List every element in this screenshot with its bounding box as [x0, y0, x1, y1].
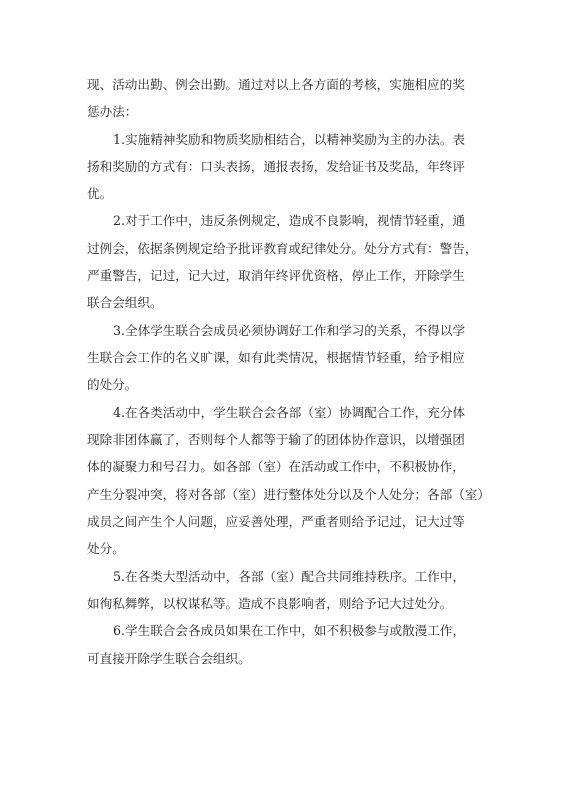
text-line: 2.对于工作中，违反条例规定，造成不良影响，视情节轻重，通	[113, 213, 466, 228]
text-line: 处分。	[87, 541, 125, 556]
text-line: 惩办法：	[87, 104, 138, 119]
text-line: 联合会组织。	[87, 295, 163, 310]
text-line: 的处分。	[87, 377, 138, 392]
text-line: 5.在各类大型活动中，各部（室）配合共同维持秩序。工作中，	[113, 569, 466, 584]
text-line: 1.实施精神奖励和物质奖励相结合，以精神奖励为主的办法。表	[113, 132, 466, 147]
text-line: 扬和奖励的方式有：口头表扬，通报表扬，发给证书及奖品，年终评	[87, 159, 465, 174]
text-line: 过例会，依据条例规定给予批评教育或纪律处分。处分方式有：警告，	[87, 241, 478, 256]
text-line: 生联合会工作的名义旷课，如有此类情况，根据情节轻重，给予相应	[87, 350, 465, 365]
text-line: 6.学生联合会各成员如果在工作中，如不积极参与或散漫工作，	[113, 623, 466, 638]
text-line: 现除非团体赢了，否则每个人都等于输了的团体协作意识，以增强团	[87, 432, 465, 447]
text-line: 严重警告，记过，记大过，取消年终评优资格，停止工作，开除学生	[87, 268, 465, 283]
text-line: 3.全体学生联合会成员必须协调好工作和学习的关系，不得以学	[113, 323, 466, 338]
text-line: 4.在各类活动中，学生联合会各部（室）协调配合工作，充分体	[113, 405, 466, 420]
text-line: 产生分裂冲突，将对各部（室）进行整体处分以及个人处分；各部（室）	[87, 487, 490, 502]
text-line: 体的凝聚力和号召力。如各部（室）在活动或工作中，不积极协作，	[87, 459, 465, 474]
text-line: 现、活动出勤、例会出勤。通过对以上各方面的考核，实施相应的奖	[87, 77, 465, 92]
text-line: 如徇私舞弊，以权谋私等。造成不良影响者，则给予记大过处分。	[87, 596, 453, 611]
text-line: 可直接开除学生联合会组织。	[87, 651, 251, 666]
text-line: 优。	[87, 186, 113, 201]
text-line: 成员之间产生个人问题，应妥善处理，严重者则给予记过，记大过等	[87, 514, 465, 529]
